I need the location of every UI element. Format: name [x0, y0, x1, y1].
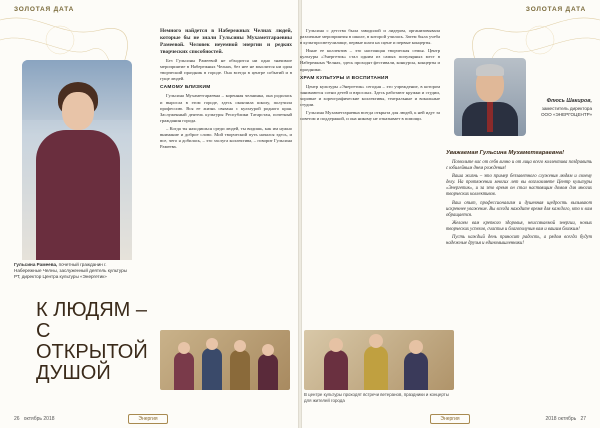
magazine-logo: Энергия	[430, 414, 470, 424]
section-tag: ЗОЛОТАЯ ДАТА	[14, 6, 75, 13]
portrait-caption-role: заместитель директора ООО «ЭНЕРГОЦЕНТР»	[540, 106, 592, 117]
subheading: ХРАМ КУЛЬТУРЫ И ВОСПИТАНИЯ	[300, 75, 389, 81]
paragraph: Гульсина Мухаметгараевна всегда открыта для людей, к ней идут за советом и поддержкой, и она никому не отказывает в помощи.	[300, 110, 440, 122]
congratulation-letter	[446, 150, 592, 249]
portrait-caption	[530, 98, 592, 118]
portrait-photo	[454, 58, 526, 136]
portrait-photo	[22, 60, 132, 260]
text-column-2	[300, 28, 440, 328]
paragraph: Желаем вам крепкого здоровья, неиссякаемой энергии, новых творческих успехов, счастья и благополучия вам и вашим близким!	[446, 220, 592, 232]
group-photo	[304, 330, 454, 390]
right-page	[300, 0, 600, 428]
portrait-caption-role: почетный гражданин г. Набережные Челны, заслуженный деятель культуры РТ, директор Центра культуры «Энергетик»	[14, 262, 127, 279]
page-footer-left	[14, 416, 55, 422]
issue-date: 2018 октябрь	[545, 416, 577, 422]
issue-date: октябрь 2018	[23, 416, 55, 422]
paragraph: Гульсина Мухаметгараевна – коренная челнинка, она родилась и выросла в этом городе, здесь окончила школу, получила профессию. Вся ее жизнь связана с культурой родного края. Заслуженный деятель культуры Республики Татарстан, почетный гражданин города.	[160, 93, 292, 123]
paragraph: – Когда ты находишься среди людей, ты видишь, как им нужно внимание и доброе слово. Мой творческий путь начался здесь, и все, чего я добилась, – это заслуга коллектива, – говорит Гульсина Рамеева.	[160, 125, 292, 150]
section-tag: ЗОЛОТАЯ ДАТА	[525, 6, 586, 13]
subheading: САМОМУ БЛИЗКИМ	[160, 85, 211, 91]
text-column-1	[160, 28, 292, 328]
paragraph: Пусть каждый день приносит радость, а рядом всегда будут надежные друзья и единомышленники!	[446, 235, 592, 247]
paragraph: Ныне ее коллектив – это настоящая творческая семья. Центр культуры «Энергетик» стал одним из самых популярных мест в Набережных Челнах, здесь проходят фестивали, конкурсы, концерты и праздники.	[300, 48, 440, 72]
page-footer-right	[545, 416, 586, 422]
portrait-caption-name: Гульсина Рамеева,	[14, 262, 58, 267]
lead-paragraph: Немного найдется в Набережных Челнах людей, которые бы не знали Гульсины Мухаметгараевны Рамеевой. Человек неуемной энергии и редких творческих способностей.	[160, 28, 292, 55]
magazine-logo: Энергия	[128, 414, 168, 424]
portrait-caption-name: Флюсь Шакиров,	[546, 98, 592, 104]
page-number: 26	[14, 416, 20, 422]
paragraph: Ваша жизнь – это пример беззаветного служения людям и своему делу. На протяжении многих лет вы возглавляете Центр культуры «Энергетик», и за это время он стал настоящим домом для многих творческих коллективов.	[446, 174, 592, 198]
paragraph: Центр культуры «Энергетик» сегодня – это учреждение, в котором занимаются сотни детей и взрослых. Здесь работают кружки и студии, хоровые и хореографические коллективы, театральные и вокальные студии.	[300, 83, 440, 108]
paragraph: Гульсина с детства была заводилой и лидером, организовывала различные мероприятия в школе, в которой училась. Затем была учеба в культпросветучилище, первые шаги на сцене и первые концерты.	[300, 28, 440, 46]
portrait-caption	[14, 262, 134, 280]
paragraph: Позвольте вас от себя лично и от лица всего коллектива поздравить с юбилейным днем рождения!	[446, 160, 592, 172]
group-photo	[160, 330, 290, 390]
page-number: 27	[580, 416, 586, 422]
paragraph: Ваш опыт, профессионализм и душевная щедрость вызывают искреннее уважение. Вы всегда находите время для каждого, кто к вам обращается.	[446, 200, 592, 218]
paragraph: Без Гульсины Рамеевой не обходится ни одно значимое мероприятие в Набережных Челнах, без нее не мыслится ни один творческий праздник в городе. Она всегда в центре событий и в гуще людей.	[160, 58, 292, 82]
letter-title: Уважаемая Гульсина Мухаметгараевна!	[446, 150, 565, 156]
article-title: К ЛЮДЯМ – С ОТКРЫТОЙ ДУШОЙ	[36, 299, 148, 384]
photo-caption: В центре культуры проходят встречи ветеранов, праздники и концерты для жителей города	[304, 392, 449, 403]
